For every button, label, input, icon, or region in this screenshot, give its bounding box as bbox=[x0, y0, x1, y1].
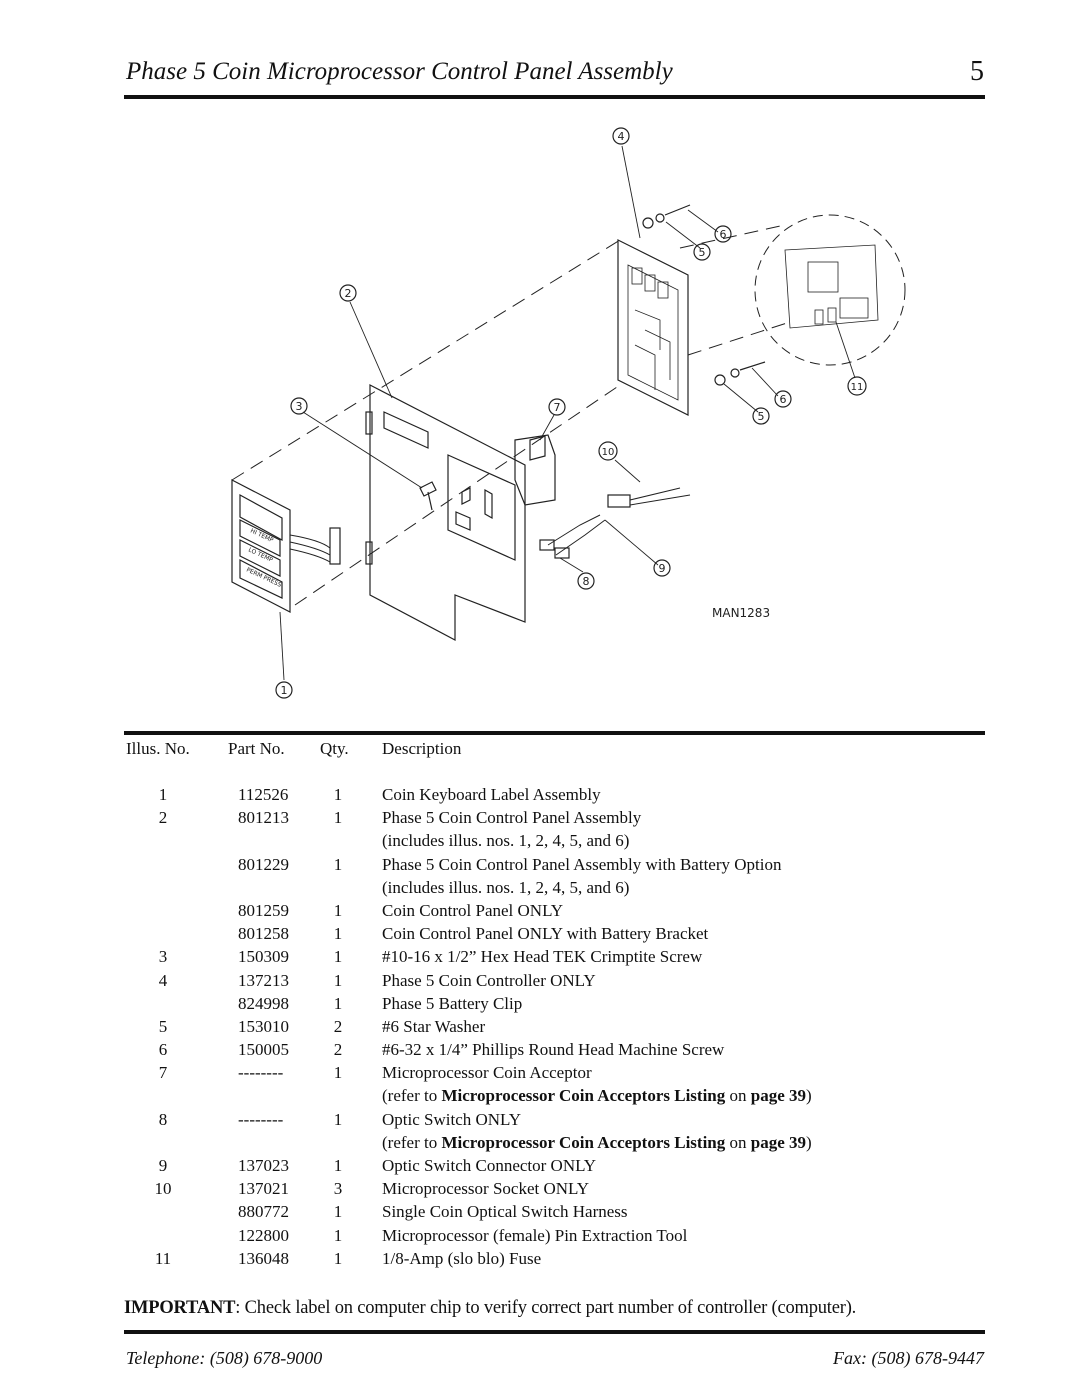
callout-6-upper bbox=[715, 226, 731, 242]
cell-description: #6 Star Washer bbox=[382, 1016, 486, 1036]
table-row bbox=[124, 1131, 985, 1154]
svg-text:5: 5 bbox=[698, 246, 706, 259]
reference-prefix: (refer to bbox=[382, 1132, 442, 1152]
cell-description: Phase 5 Coin Control Panel Assembly bbox=[382, 808, 642, 828]
cell-qty: 1 bbox=[333, 900, 343, 920]
hex-head-screw bbox=[420, 482, 436, 510]
cell-description: Optic Switch ONLY bbox=[382, 1109, 522, 1129]
cell-part-no: 153010 bbox=[238, 1016, 289, 1036]
cell-illus-no: 3 bbox=[158, 947, 168, 967]
cell-part-no: 150005 bbox=[238, 1040, 289, 1060]
cell-illus-no: 7 bbox=[158, 1063, 168, 1083]
table-row bbox=[124, 806, 985, 829]
reference-middle: on bbox=[725, 1132, 751, 1152]
cell-description-reference bbox=[382, 1131, 812, 1154]
cell-description: Microprocessor Socket ONLY bbox=[382, 1179, 589, 1199]
cell-description-reference bbox=[382, 1084, 812, 1107]
cell-description: Phase 5 Battery Clip bbox=[382, 993, 523, 1013]
svg-text:6: 6 bbox=[779, 393, 787, 406]
cell-qty: 3 bbox=[333, 1179, 343, 1199]
cell-part-no: 150309 bbox=[238, 947, 289, 967]
callout-11 bbox=[848, 377, 866, 395]
header-part-no: Part No. bbox=[228, 739, 285, 758]
cell-qty: 1 bbox=[333, 808, 343, 828]
callout-2 bbox=[340, 285, 356, 301]
keypad-label-perm-press: PERM PRESS bbox=[245, 566, 283, 589]
reference-suffix: ) bbox=[806, 1086, 812, 1106]
coin-acceptor bbox=[515, 435, 555, 505]
page-title: Phase 5 Coin Microprocessor Control Panel Assembly bbox=[126, 58, 673, 85]
footer-rule bbox=[124, 1330, 985, 1334]
reference-suffix: ) bbox=[806, 1132, 812, 1152]
cell-description: #6-32 x 1/4” Phillips Round Head Machine Screw bbox=[382, 1040, 725, 1060]
callout-10 bbox=[599, 442, 617, 460]
callout-6-lower bbox=[775, 391, 791, 407]
cell-part-no: -------- bbox=[238, 1063, 284, 1083]
cell-illus-no: 4 bbox=[158, 970, 168, 990]
figure-code: MAN1283 bbox=[712, 606, 771, 620]
cell-part-no: -------- bbox=[238, 1109, 284, 1129]
callouts bbox=[276, 128, 866, 698]
footer-fax: Fax: (508) 678-9447 bbox=[833, 1348, 984, 1368]
cell-description: (includes illus. nos. 1, 2, 4, 5, and 6) bbox=[382, 831, 630, 851]
table-row bbox=[124, 1200, 985, 1223]
coin-keyboard-label bbox=[232, 480, 340, 612]
cell-qty: 1 bbox=[333, 1202, 343, 1222]
table-row bbox=[124, 922, 985, 945]
callout-5-upper bbox=[694, 244, 710, 260]
cell-qty: 1 bbox=[333, 1225, 343, 1245]
table-row bbox=[124, 1154, 985, 1177]
cell-qty: 1 bbox=[333, 854, 343, 874]
svg-text:5: 5 bbox=[757, 410, 765, 423]
reference-page[interactable]: page 39 bbox=[750, 1086, 806, 1106]
cell-illus-no: 11 bbox=[154, 1248, 172, 1268]
cell-qty: 1 bbox=[333, 1063, 343, 1083]
table-row bbox=[124, 1015, 985, 1038]
page-number: 5 bbox=[970, 56, 984, 87]
cell-part-no: 137021 bbox=[238, 1179, 289, 1199]
cell-part-no: 801229 bbox=[238, 854, 289, 874]
cell-description: Phase 5 Coin Control Panel Assembly with Battery Option bbox=[382, 854, 782, 874]
callout-9 bbox=[654, 560, 670, 576]
table-row bbox=[124, 899, 985, 922]
cell-qty: 2 bbox=[333, 1016, 343, 1036]
cell-description: Phase 5 Coin Controller ONLY bbox=[382, 970, 596, 990]
control-panel bbox=[366, 385, 525, 640]
table-row bbox=[124, 853, 985, 876]
parts-table bbox=[124, 737, 985, 1270]
svg-text:3: 3 bbox=[295, 400, 303, 413]
reference-link[interactable]: Microprocessor Coin Acceptors Listing bbox=[441, 1086, 726, 1106]
important-label: IMPORTANT bbox=[124, 1298, 236, 1318]
table-row bbox=[124, 969, 985, 992]
cell-part-no: 880772 bbox=[238, 1202, 289, 1222]
svg-text:6: 6 bbox=[719, 228, 727, 241]
table-row bbox=[124, 1084, 985, 1107]
table-row bbox=[124, 992, 985, 1015]
footer-telephone: Telephone: (508) 678-9000 bbox=[126, 1348, 323, 1368]
svg-text:4: 4 bbox=[617, 130, 625, 143]
table-header-row bbox=[124, 737, 985, 761]
parts-table-body bbox=[124, 783, 985, 1270]
svg-text:7: 7 bbox=[553, 401, 561, 414]
keypad-label-lo-temp: LO TEMP bbox=[247, 546, 274, 564]
important-text: : Check label on computer chip to verify correct part number of controller (computer). bbox=[235, 1298, 857, 1318]
detail-circle bbox=[755, 215, 905, 365]
cell-qty: 1 bbox=[333, 947, 343, 967]
cell-description: Coin Keyboard Label Assembly bbox=[382, 785, 601, 804]
callout-1 bbox=[276, 682, 292, 698]
table-row bbox=[124, 945, 985, 968]
cell-part-no: 801213 bbox=[238, 808, 289, 828]
cell-illus-no: 9 bbox=[158, 1156, 168, 1175]
table-row bbox=[124, 1177, 985, 1200]
header-illus-no: Illus. No. bbox=[126, 739, 190, 758]
cell-qty: 1 bbox=[333, 924, 343, 944]
table-row bbox=[124, 783, 985, 806]
reference-link[interactable]: Microprocessor Coin Acceptors Listing bbox=[441, 1132, 726, 1152]
cell-qty: 1 bbox=[333, 1248, 343, 1268]
cell-part-no: 112526 bbox=[238, 785, 289, 804]
cell-description: #10-16 x 1/2” Hex Head TEK Crimptite Screw bbox=[382, 947, 703, 967]
cell-description: Optic Switch Connector ONLY bbox=[382, 1156, 597, 1175]
header-description: Description bbox=[382, 739, 462, 758]
cell-part-no: 137023 bbox=[238, 1156, 289, 1175]
cell-illus-no: 2 bbox=[158, 808, 168, 828]
cell-description: Microprocessor Coin Acceptor bbox=[382, 1063, 592, 1083]
table-row bbox=[124, 829, 985, 852]
callout-8 bbox=[578, 573, 594, 589]
callout-7 bbox=[549, 399, 565, 415]
svg-text:8: 8 bbox=[582, 575, 590, 588]
svg-text:2: 2 bbox=[344, 287, 352, 300]
cell-description: Microprocessor (female) Pin Extraction Tool bbox=[382, 1225, 688, 1245]
callout-5-lower bbox=[753, 408, 769, 424]
cell-description: Coin Control Panel ONLY with Battery Bracket bbox=[382, 924, 709, 944]
cell-qty: 1 bbox=[333, 1156, 343, 1175]
exploded-assembly-diagram bbox=[124, 110, 985, 720]
table-row bbox=[124, 1038, 985, 1061]
cell-part-no: 801258 bbox=[238, 924, 289, 944]
keypad-label-hi-temp: HI TEMP bbox=[249, 527, 275, 545]
cell-part-no: 122800 bbox=[238, 1225, 289, 1245]
cell-qty: 1 bbox=[333, 993, 343, 1013]
table-row bbox=[124, 1247, 985, 1270]
cell-qty: 1 bbox=[333, 1109, 343, 1129]
table-row bbox=[124, 1224, 985, 1247]
reference-page[interactable]: page 39 bbox=[750, 1132, 806, 1152]
reference-middle: on bbox=[725, 1086, 751, 1106]
svg-text:11: 11 bbox=[850, 382, 864, 393]
cell-illus-no: 8 bbox=[158, 1109, 168, 1129]
cell-illus-no: 5 bbox=[158, 1016, 168, 1036]
cell-illus-no: 6 bbox=[158, 1040, 168, 1060]
callout-4 bbox=[613, 128, 629, 144]
table-row bbox=[124, 876, 985, 899]
callout-3 bbox=[291, 398, 307, 414]
cell-illus-no: 10 bbox=[154, 1179, 172, 1199]
cell-part-no: 801259 bbox=[238, 900, 289, 920]
cell-description: 1/8-Amp (slo blo) Fuse bbox=[382, 1248, 542, 1268]
header-rule bbox=[124, 95, 985, 99]
cell-qty: 2 bbox=[333, 1040, 343, 1060]
projection-lines bbox=[232, 225, 790, 605]
cell-illus-no: 1 bbox=[158, 785, 168, 804]
reference-prefix: (refer to bbox=[382, 1086, 442, 1106]
controller-board bbox=[618, 240, 688, 415]
cell-description: Coin Control Panel ONLY bbox=[382, 900, 564, 920]
cell-part-no: 824998 bbox=[238, 993, 289, 1013]
cell-qty: 1 bbox=[333, 970, 343, 990]
cell-part-no: 136048 bbox=[238, 1248, 289, 1268]
cell-part-no: 137213 bbox=[238, 970, 289, 990]
table-row bbox=[124, 1108, 985, 1131]
table-row bbox=[124, 1061, 985, 1084]
header-qty: Qty. bbox=[320, 739, 349, 758]
optic-switch-harness bbox=[540, 488, 690, 558]
machine-screws bbox=[643, 205, 765, 385]
cell-description: Single Coin Optical Switch Harness bbox=[382, 1202, 628, 1222]
cell-description: (includes illus. nos. 1, 2, 4, 5, and 6) bbox=[382, 877, 630, 897]
important-note bbox=[124, 1298, 856, 1319]
cell-qty: 1 bbox=[333, 785, 343, 804]
svg-text:9: 9 bbox=[658, 562, 666, 575]
svg-text:1: 1 bbox=[280, 684, 288, 697]
svg-text:10: 10 bbox=[601, 447, 615, 458]
table-top-rule bbox=[124, 731, 985, 735]
